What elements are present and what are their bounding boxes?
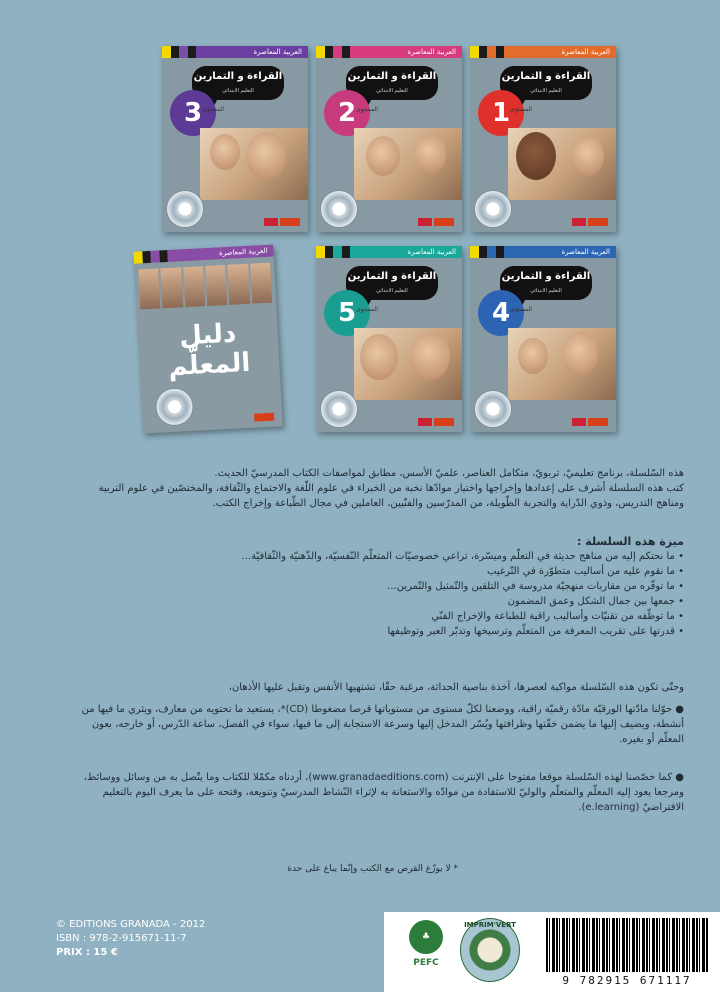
- series-band: العربية المعاصرة: [196, 46, 308, 58]
- imprim-vert-logo: IMPRIM'VERT: [460, 918, 520, 982]
- cd-disc-icon: [320, 390, 358, 428]
- feature-item: • ما توظّفه من تقنيّات وأساليب راقية للطباعة والإخراج الفنّي: [72, 609, 684, 624]
- book-level-3: [162, 46, 308, 232]
- color-stripes: [133, 250, 168, 264]
- level-label: المستوى: [202, 106, 224, 113]
- cd-disc-icon: [320, 190, 358, 228]
- color-stripes: [470, 46, 504, 58]
- level-number-badge: 4: [478, 290, 524, 336]
- web-paragraph: [72, 770, 684, 815]
- closing-line: وحتّى تكون هذه السّلسلة مواكبة لعصرها، آخذة بناصية الحداثة، مرغبة حقّا، تشتهيها الأنفس وتقبل عليها الأذهان،: [228, 682, 684, 693]
- level-number-badge: 3: [170, 90, 216, 136]
- series-band: العربية المعاصرة: [350, 46, 462, 58]
- series-band: العربية المعاصرة: [350, 246, 462, 258]
- feature-item: • ما نحتكم إليه من مناهج حديثة في التعلّم وميسّرة، تراعي خصوصيّات المتعلّم النّفسيّة، والذّهنيّة والثّقافيّة...: [72, 549, 684, 564]
- feature-item: • ما توفّره من مقاربات منهجيّة مدروسة في التلقين والتّمثيل والتّمرين...: [72, 579, 684, 594]
- book-title-bubble: القراءة و التمارين التعليم الابتدائي: [500, 66, 592, 100]
- barcode-number: 9 782915 671117: [562, 974, 692, 987]
- children-photo-strip: [138, 263, 272, 310]
- cd-disc-icon: [155, 387, 195, 427]
- series-band: العربية المعاصرة: [504, 46, 616, 58]
- price: PRIX : 15 €: [56, 947, 118, 958]
- series-band: العربية المعاصرة: [504, 246, 616, 258]
- feature-item: • جمعها بين جمال الشكل وعمق المضمون: [72, 594, 684, 609]
- barcode: [546, 918, 708, 972]
- book-photo: [508, 328, 616, 400]
- color-stripes: [316, 46, 350, 58]
- intro-line: كتب هذه السلسلة أشرف على إعدادها وإخراجها واختيار موادّها نخبة من الخبراء في علوم اللّغة والاجتماع والثّقافة، والمختصّين في علوم التربية ومناهج التدريس، وذوي الدّراية والتجربة الطّويلة، من المدرّسين والفنّيين، العاملين في مجال الطّباعة وإخراج الكتب.: [98, 483, 684, 509]
- book-title-bubble: القراءة و التمارين التعليم الابتدائي: [346, 266, 438, 300]
- level-number-badge: 2: [324, 90, 370, 136]
- book-level-5: [316, 246, 462, 432]
- publisher-logo: [588, 218, 608, 226]
- intro-text: [72, 466, 684, 511]
- web-paragraph-text: ● كما خصّصنا لهذه السّلسلة موقعا مفتوحا على الإنترنت (www.granadaeditions.com)، أردناه مكمّلا للكتاب وما يتّصل به من وسائل ووسائط، ومرجعا يعود إليه المعلّم والمتعلّم والوليّ للاستفادة من موادّه والاستعانة به لإثراء النّشاط المدرسيّ وتنويعه، وفتحه على ما يعرف اليوم بالتعليم الافتراضيّ (e.learning).: [83, 772, 684, 813]
- publisher-logo: [418, 418, 432, 426]
- level-label: المستوى: [510, 106, 532, 113]
- footnote: * لا يوزّع القرص مع الكتب وإنّما يباع على حدة: [287, 864, 458, 874]
- intro-line: هذه السّلسلة، برنامج تعليميّ، تربويّ، متكامل العناصر، علميّ الأسس، مطابق لمواصفات الكتاب المدرسيّ الحديث.: [214, 468, 684, 479]
- publisher-logo: [264, 218, 278, 226]
- book-title-bubble: القراءة و التمارين التعليم الابتدائي: [346, 66, 438, 100]
- publisher-logo: [434, 218, 454, 226]
- publisher-info: [56, 918, 205, 960]
- color-stripes: [316, 246, 350, 258]
- book-photo: [354, 328, 462, 400]
- book-level-1: [470, 46, 616, 232]
- level-number-badge: 1: [478, 90, 524, 136]
- features-title: ميزة هذه السلسلة :: [577, 535, 684, 548]
- color-stripes: [162, 46, 196, 58]
- guide-title: دليل المعلّم: [167, 318, 251, 383]
- isbn: ISBN : 978-2-915671-11-7: [56, 933, 187, 944]
- series-band: العربية المعاصرة: [167, 244, 273, 262]
- cd-paragraph: [72, 702, 684, 747]
- publisher-logo: [254, 413, 274, 422]
- barcode-panel: [384, 912, 720, 992]
- publisher-logo: [418, 218, 432, 226]
- publisher-logo: [572, 418, 586, 426]
- feature-item: • قدرتها على تقريب المعرفة من المتعلّم وترسيخها وتدبّر العبر وتوظيفها: [72, 624, 684, 639]
- tree-icon: ♣: [409, 920, 443, 954]
- book-level-4: [470, 246, 616, 432]
- book-photo: [354, 128, 462, 200]
- book-photo: [508, 128, 616, 200]
- book-photo: [200, 128, 308, 200]
- closing-text: [72, 680, 684, 695]
- cd-paragraph-text: ● حوّلنا مادّتها الورقيّة مادّة رقميّة راقية، ووضعنا لكلّ مستوى من مستوياتها قرصا مضغوطا (CD)*، يستعيد ما تحتويه من معارف، ويثري ما فيها من أنشطة، ويضيف إليها ما يضمن خفّتها وظرافتها ويُسّر المدخل إليها وسرعة الاستجابة إلى ما فيها، سواء في الفصل، ساعة الدّرس، أو خارجه، بعون المعلّم أو بغيره.: [81, 704, 684, 745]
- publisher-logo: [280, 218, 300, 226]
- book-level-2: [316, 46, 462, 232]
- publisher-logo: [572, 218, 586, 226]
- pefc-logo: ♣ PEFC: [404, 920, 448, 980]
- cd-disc-icon: [474, 190, 512, 228]
- publisher-logo: [434, 418, 454, 426]
- feature-item: • ما نقوم عليه من أساليب متطوّرة في التّرغيب: [72, 564, 684, 579]
- level-number-badge: 5: [324, 290, 370, 336]
- publisher-logo: [588, 418, 608, 426]
- book-title-bubble: القراءة و التمارين التعليم الابتدائي: [500, 266, 592, 300]
- level-label: المستوى: [356, 306, 378, 313]
- book-title-bubble: القراءة و التمارين التعليم الابتدائي: [192, 66, 284, 100]
- color-stripes: [470, 246, 504, 258]
- features-section: [72, 534, 684, 639]
- copyright: © EDITIONS GRANADA - 2012: [56, 919, 206, 930]
- cd-disc-icon: [166, 190, 204, 228]
- cd-disc-icon: [474, 390, 512, 428]
- level-label: المستوى: [510, 306, 532, 313]
- teacher-guide-book: [133, 244, 282, 433]
- level-label: المستوى: [356, 106, 378, 113]
